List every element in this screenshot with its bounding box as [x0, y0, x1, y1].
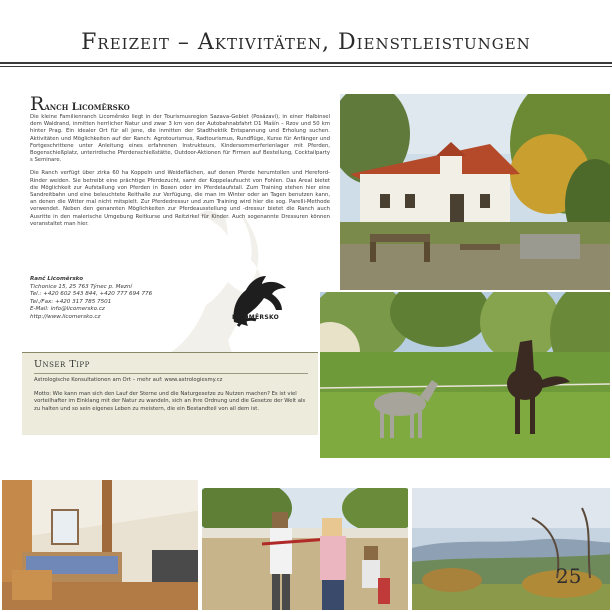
ranch-heading [30, 93, 330, 115]
tip-box [22, 352, 318, 435]
photo-gap [318, 458, 612, 488]
ranch-paragraph-1: Die kleine Familienranch Licoměrsko liegt in der Tourismusregion Sazava-Gebiet (Posázaví), in einer Halbinsel dem Waldrand, inmitten herrlicher Natur und zwar 3 km von der Autobahnabfahrt D1 Mašín – Rzov und 50 km hinter Prag. Ein idealer Ort für all jene, die inmitten der Stadthektik Entspannung und Erholung suchen. Aktivitäten und Möglichkeiten auf der Ranch: Agrotourismus, Radtourismus, Rundflüge, Kurse für Anfänger und Fortgeschrittene unter Anleitung eines erfahrenen Instrukteurs, Kindersommerferienlager mit Pferden, Bogenschießplatz, unterirdische Pferdenschießstätte, Outdoor-Aktionen für Firmen auf Bestellung, Cocktailparty s Seminare. [30, 114, 330, 164]
photo-landscape [410, 486, 612, 612]
photo-archery [200, 486, 410, 612]
address-name: Ranč Licoměrsko [30, 276, 84, 282]
address-street: Tichonice 15, 25 763 Týnec p. Mezní [30, 283, 132, 290]
contact-address [30, 276, 152, 322]
tip-astrology-line: Astrologische Konsultationen am Ort – mehr auf: www.astrologiesmy.cz [34, 377, 223, 383]
horse-logo-icon [226, 270, 296, 334]
address-tel: Tel.: +420 602 543 844, +420 777 694 776 [30, 291, 153, 298]
photo-horses-pasture [318, 290, 612, 460]
ranch-text-column [30, 93, 330, 234]
ranch-paragraph-2: Die Ranch verfügt über zirka 60 ha Koppeln und Weideflächen, auf denen Pferde herumtollen und Hereford-Rinder weiden. Sie betreibt eine prächtige Pferdezucht, samt der Koppelaufsucht von Fohlen. Das Areal bietet die Möglichkeit zur Aufstallung von Pferden in Boxen oder im Pferdelaufstall. Zum Training stehen hier eine Sandreitbahn und eine beleuchtete Reithalle zur Verfügung, die man im Winter oder an Tagen benutzen kann, an denen die Witter mal nicht mitspielt. Zur Pferdedressur und zum Training wird hier die sog. Parelli-Methode verwendet. Neben den genannten Möglichkeiten zur Pferdeausstellung und -dressur bietet die Ranch auch Ausritte in den malerische Umgebung Reitkurse und Reitzirkel für Kinder. Auch sogenannte Dressuren können veranstaltet man hier. [30, 170, 330, 227]
page-title: Freizeit – Aktivitäten, Dienstleistungen [81, 30, 531, 55]
ranch-heading-cap: R [30, 93, 45, 115]
tip-rule [34, 373, 308, 374]
ranch-heading-rest: anch Licoměrsko [44, 102, 130, 113]
logo-wordmark: LICOMĚRSKO [232, 314, 280, 321]
page-number: 25 [556, 564, 582, 588]
address-telfax: Tel./Fax: +420 317 785 7501 [30, 298, 112, 305]
address-web[interactable]: http://www.licomersko.cz [30, 313, 101, 320]
title-rule [0, 62, 612, 64]
photo-guest-room [0, 478, 200, 612]
title-rule-thin [0, 66, 612, 67]
photo-ranch-house [338, 92, 612, 292]
address-email[interactable]: E-Mail: info@licomersko.cz [30, 306, 105, 313]
tip-title: Unser Tipp [34, 359, 90, 370]
tip-motto: Motto: Wie kann man sich den Lauf der Sterne und die Naturgesetze zu Nutzen machen? Es ist viel vorteilhafter im Einklang mit der Natur zu wandeln, sich an ihre Ordnung und die Gesetze der Welt als zu halten und so sein eigenes Leben zu meistern, die ein Bestandteil von all dem ist. [34, 391, 306, 412]
